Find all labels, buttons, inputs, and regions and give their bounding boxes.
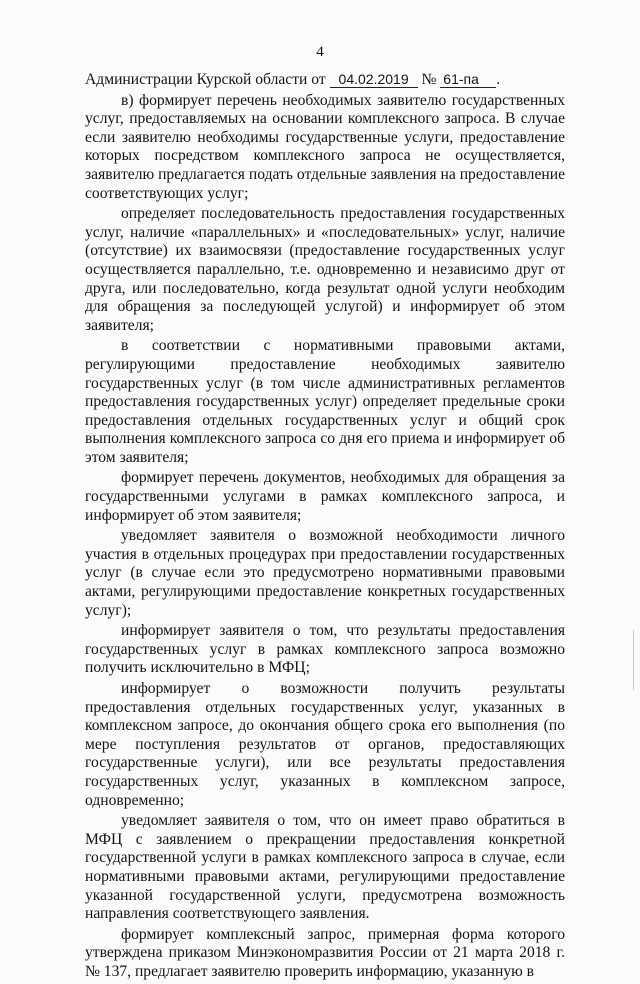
paragraph: информирует о возможности получить результаты предоставления отдельных государственных услуг, указанных в комплексном запросе, до окончания общего срока его выполнения (по мере поступления результатов от органов, предоставляющих государственные услуги), или все результаты предоставления государственных услуг, указанных в комплексном запросе, одновременно; — [85, 680, 565, 809]
header-line — [85, 71, 565, 90]
page-number: 4 — [316, 44, 324, 60]
header-suffix: . — [496, 71, 501, 88]
header-number-sign: № — [421, 71, 437, 88]
paragraph: в) формирует перечень необходимых заявителю государственных услуг, предоставляемых на основании комплексного запроса. В случае если заявителю необходимы государственные услуги, предоставление которых посредством комплексного запроса не осуществляется, заявителю предлагается подать отдельные заявления на предоставление соответствующих услуг; — [85, 91, 565, 202]
paragraph: формирует комплексный запрос, примерная форма которого утверждена приказом Минэкономразвития России от 21 марта 2018 г. № 137, предлагает заявителю проверить информацию, указанную в — [85, 925, 565, 980]
scan-artifact — [633, 630, 634, 690]
header-number: 61-па — [440, 72, 496, 88]
paragraph: формирует перечень документов, необходимых для обращения за государственными услугами в рамках комплексного запроса, и информирует об этом заявителя; — [85, 469, 565, 524]
paragraph: уведомляет заявителя о возможной необходимости личного участия в отдельных процедурах при предоставлении государственных услуг (в случае если это предусмотрено нормативными правовыми актами, регулирующими предоставление конкретных государственных услуг); — [85, 527, 565, 619]
header-prefix: Администрации Курской области от — [85, 71, 326, 88]
paragraph: информирует заявителя о том, что результаты предоставления государственных услуг в рамках комплексного запроса возможно получить исключительно в МФЦ; — [85, 622, 565, 677]
paragraph: определяет последовательность предоставления государственных услуг, наличие «параллельных» и «последовательных» услуг, наличие (отсутствие) их взаимосвязи (предоставление государственных услуг осуществляется параллельно, т.е. одновременно и независимо друг от друга, или последовательно, когда результат одной услуги необходим для обращения за последующей услугой) и информирует об этом заявителя; — [85, 205, 565, 334]
header-date: 04.02.2019 — [330, 72, 418, 88]
paragraph: в соответствии с нормативными правовыми актами, регулирующими предоставление необходимых заявителю государственных услуг (в том числе административных регламентов предоставления государственных услуг) определяет предельные сроки предоставления отдельных государственных услуг и общий срок выполнения комплексного запроса со дня его приема и информирует об этом заявителя; — [85, 337, 565, 466]
document-body — [85, 71, 565, 984]
paragraph: уведомляет заявителя о том, что он имеет право обратиться в МФЦ с заявлением о прекращении предоставления конкретной государственной услуги в рамках комплексного запроса в случае, если нормативными правовыми актами, регулирующими предоставление указанной государственной услуги, предусмотрена возможность направления соответствующего заявления. — [85, 812, 565, 923]
